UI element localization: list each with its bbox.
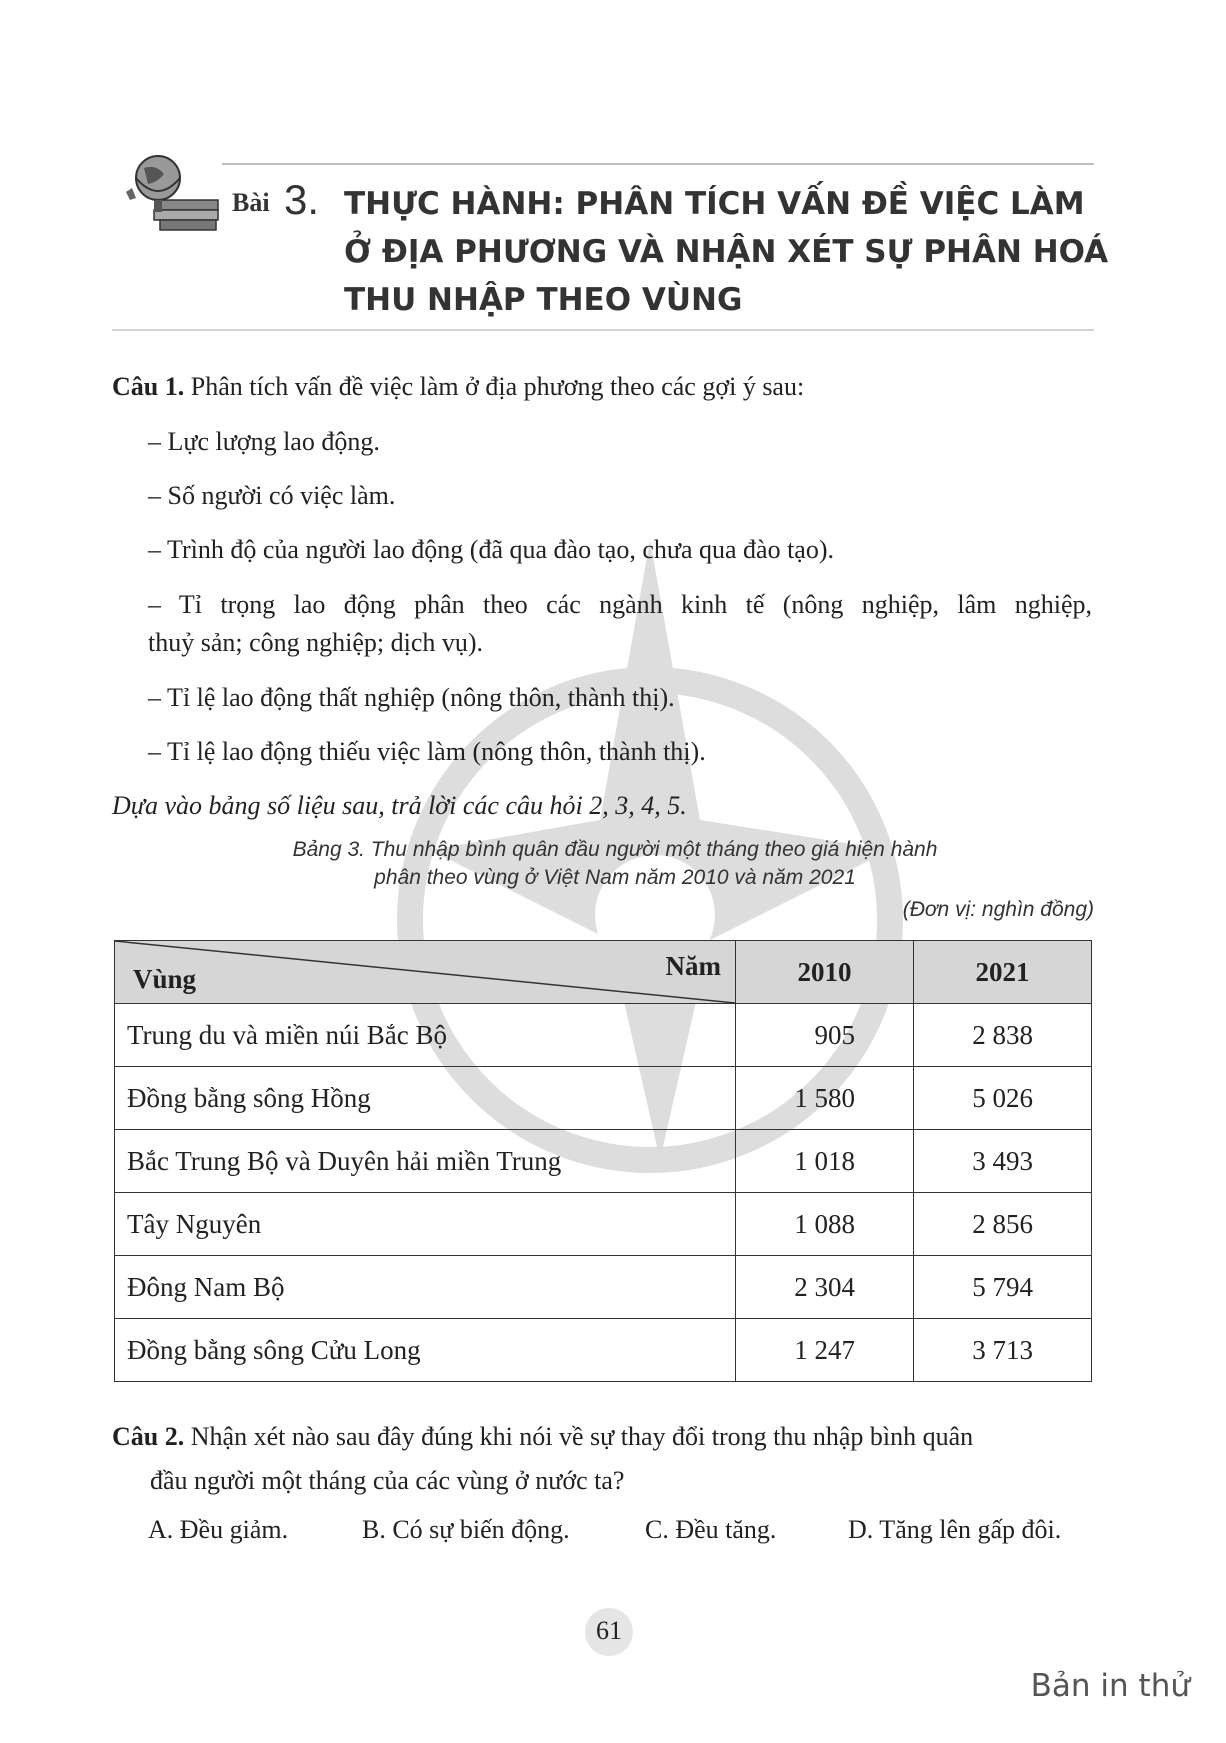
value-2021-cell: 3 713 bbox=[914, 1319, 1092, 1382]
option-b: B. Có sự biến động. bbox=[362, 1515, 570, 1544]
table-row bbox=[115, 1067, 1092, 1130]
question-2-label: Câu 2. bbox=[112, 1422, 185, 1451]
value-2021-cell: 5 794 bbox=[914, 1256, 1092, 1319]
table-row bbox=[115, 1256, 1092, 1319]
question-2-text-line-2: đầu người một tháng của các vùng ở nước ta? bbox=[150, 1466, 625, 1495]
question-1-label: Câu 1. bbox=[112, 372, 185, 401]
region-cell: Trung du và miền núi Bắc Bộ bbox=[115, 1004, 736, 1067]
question-1-bullet-6: – Tỉ lệ lao động thiếu việc làm (nông thôn, thành thị). bbox=[148, 737, 706, 766]
globe-books-icon bbox=[118, 148, 222, 238]
header-bottom-rule bbox=[112, 329, 1094, 331]
table-row bbox=[115, 1319, 1092, 1382]
value-2021-cell: 3 493 bbox=[914, 1130, 1092, 1193]
value-2010-cell: 1 580 bbox=[736, 1067, 914, 1130]
region-cell: Tây Nguyên bbox=[115, 1193, 736, 1256]
value-2010-cell: 1 018 bbox=[736, 1130, 914, 1193]
region-cell: Đồng bằng sông Hồng bbox=[115, 1067, 736, 1130]
lesson-title-line-2: Ở ĐỊA PHƯƠNG VÀ NHẬN XÉT SỰ PHÂN HOÁ bbox=[344, 234, 1109, 270]
question-1-bullet-3: – Trình độ của người lao động (đã qua đào tạo, chưa qua đào tạo). bbox=[148, 535, 835, 564]
header-top-rule bbox=[222, 163, 1094, 165]
lesson-title-line-3: THU NHẬP THEO VÙNG bbox=[344, 282, 743, 318]
table-instruction: Dựa vào bảng số liệu sau, trả lời các câu hỏi 2, 3, 4, 5. bbox=[112, 791, 687, 820]
lesson-number: 3. bbox=[284, 176, 320, 223]
value-2021-cell: 2 838 bbox=[914, 1004, 1092, 1067]
question-1-bullet-1: – Lực lượng lao động. bbox=[148, 427, 380, 456]
question-1-bullet-2: – Số người có việc làm. bbox=[148, 481, 396, 510]
question-1-text: Phân tích vấn đề việc làm ở địa phương theo các gợi ý sau: bbox=[190, 372, 805, 401]
question-2 bbox=[112, 1422, 973, 1452]
region-cell: Đồng bằng sông Cửu Long bbox=[115, 1319, 736, 1382]
value-2021-cell: 5 026 bbox=[914, 1067, 1092, 1130]
header-year-label: Năm bbox=[665, 951, 721, 981]
table-header-region bbox=[115, 941, 736, 1004]
header-col-2010: 2010 bbox=[736, 941, 914, 1004]
header-col-2021: 2021 bbox=[914, 941, 1092, 1004]
table-unit: (Đơn vị: nghìn đồng) bbox=[902, 898, 1094, 921]
header-region-label: Vùng bbox=[133, 964, 197, 994]
region-cell: Bắc Trung Bộ và Duyên hải miền Trung bbox=[115, 1130, 736, 1193]
question-1-bullet-4-continued: thuỷ sản; công nghiệp; dịch vụ). bbox=[148, 628, 484, 657]
value-2010-cell: 2 304 bbox=[736, 1256, 914, 1319]
option-d: D. Tăng lên gấp đôi. bbox=[848, 1515, 1062, 1544]
value-2010-cell: 905 bbox=[736, 1004, 914, 1067]
page-number: 61 bbox=[596, 1616, 622, 1645]
lesson-title-line-1: THỰC HÀNH: PHÂN TÍCH VẤN ĐỀ VIỆC LÀM bbox=[344, 186, 1085, 222]
table-row bbox=[115, 1193, 1092, 1256]
value-2021-cell: 2 856 bbox=[914, 1193, 1092, 1256]
table-row bbox=[115, 1130, 1092, 1193]
question-1-bullet-5: – Tỉ lệ lao động thất nghiệp (nông thôn, thành thị). bbox=[148, 683, 675, 712]
question-2-text-line-1: Nhận xét nào sau đây đúng khi nói về sự thay đổi trong thu nhập bình quân bbox=[190, 1422, 974, 1451]
lesson-label: Bài bbox=[232, 188, 270, 217]
value-2010-cell: 1 088 bbox=[736, 1193, 914, 1256]
option-c: C. Đều tăng. bbox=[645, 1515, 777, 1544]
value-2010-cell: 1 247 bbox=[736, 1319, 914, 1382]
option-a: A. Đều giảm. bbox=[148, 1515, 289, 1544]
table-caption-line-1: Bảng 3. Thu nhập bình quân đầu người một tháng theo giá hiện hành bbox=[292, 838, 938, 861]
region-cell: Đông Nam Bộ bbox=[115, 1256, 736, 1319]
table-header-row bbox=[115, 941, 1092, 1004]
table-row bbox=[115, 1004, 1092, 1067]
income-table bbox=[114, 940, 1092, 1382]
table-caption-line-2: phân theo vùng ở Việt Nam năm 2010 và năm 2021 bbox=[374, 866, 856, 889]
proof-label: Bản in thử bbox=[1030, 1668, 1190, 1704]
question-1 bbox=[112, 372, 804, 402]
question-1-bullet-4: – Tỉ trọng lao động phân theo các ngành kinh tế (nông nghiệp, lâm nghiệp, bbox=[148, 590, 1092, 619]
header-diagonal-line bbox=[115, 941, 735, 1003]
